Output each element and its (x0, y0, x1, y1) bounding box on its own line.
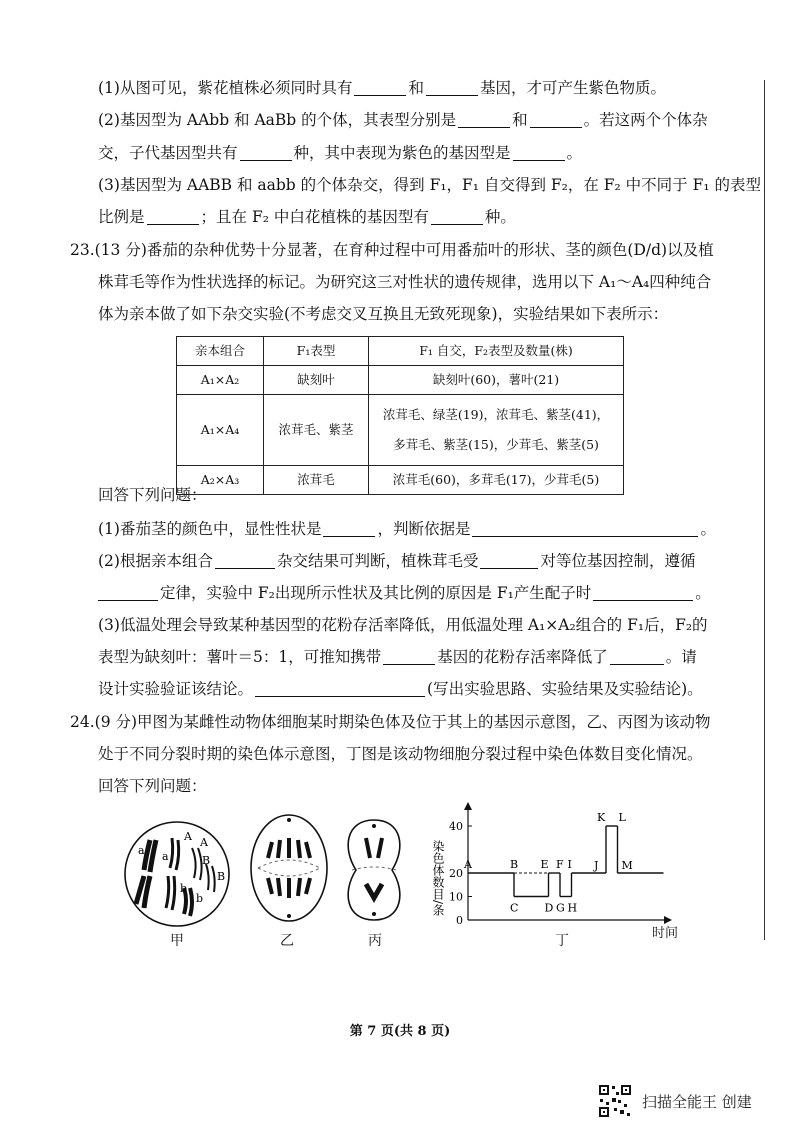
q23-line-3: 体为亲本做了如下杂交实验(不考虑交叉互换且无致死现象)，实验结果如下表所示： (98, 305, 669, 323)
f2-line: 浓茸毛(60)，多茸毛(17)，少茸毛(5) (392, 472, 600, 487)
point-label-M: M (621, 859, 633, 872)
cross-results-table (176, 336, 624, 495)
spindle (352, 867, 396, 870)
text: 。请 (665, 648, 697, 666)
text: 交，子代基因型共有 (98, 144, 238, 162)
point-label-C: C (510, 901, 519, 915)
scanner-watermark: 扫描全能王 创建 (642, 1093, 752, 1111)
cell-cross: A₂×A₃ (177, 466, 264, 495)
point-label-A: A (464, 858, 472, 871)
table-row (177, 395, 624, 466)
q22-line-5 (98, 207, 516, 227)
chromosomes-lower (268, 878, 310, 898)
centrosome (372, 824, 376, 828)
qr-code-icon (598, 1084, 632, 1118)
answer-blank[interactable] (530, 111, 582, 128)
point-label-B: B (510, 858, 519, 871)
answer-blank[interactable] (354, 79, 406, 96)
f2-line: 缺刻叶(60)，薯叶(21) (432, 372, 560, 387)
q23-a1 (98, 519, 716, 539)
q23-a5 (98, 647, 697, 667)
chromosome (166, 876, 175, 910)
table-row (177, 366, 624, 395)
text: 杂交结果可判断，植株茸毛受 (276, 552, 479, 570)
cell-cross: A₁×A₂ (177, 366, 264, 395)
chromosome (206, 864, 215, 892)
answer-blank[interactable] (431, 208, 483, 225)
q22-line-2 (98, 110, 708, 130)
q22-line-1 (98, 78, 666, 98)
text: 基因，才可产生紫色物质。 (479, 79, 666, 97)
point-label-D: D (544, 901, 554, 915)
page-number: 第 7 页(共 8 页) (349, 1024, 451, 1039)
answer-blank[interactable] (610, 648, 664, 665)
cell-f1: 浓茸毛、紫茎 (264, 395, 369, 466)
cell-membrane (251, 815, 327, 921)
answer-blank[interactable] (480, 552, 538, 569)
text: ；且在 F₂ 中白花植株的基因型有 (200, 208, 429, 226)
cell-f2 (369, 466, 624, 495)
text: 和 (512, 111, 528, 129)
answer-blank[interactable] (98, 584, 158, 601)
point-label-J: J (594, 859, 599, 872)
caption-yi: 乙 (280, 933, 294, 949)
q23-a3 (98, 583, 711, 603)
cell-cross: A₁×A₄ (177, 395, 264, 466)
figure-jia-cell (122, 818, 232, 928)
chromosome (192, 848, 202, 880)
q23-answer-prompt: 回答下列问题： (98, 486, 207, 504)
table-header: F₁表型 (264, 337, 369, 366)
x-axis-label: 时间 (652, 926, 679, 941)
y-tick-label: 0 (456, 914, 463, 927)
caption-bing: 丙 (368, 933, 382, 949)
q24-line-1: 24.(9 分)甲图为某雌性动物体细胞某时期染色体及位于其上的基因示意图，乙、丙图为该动物 (70, 713, 711, 731)
q23-line-1: 23.(13 分)番茄的杂种优势十分显著，在育种过程中可用番茄叶的形状、茎的颜色(D/d)以及植 (70, 241, 714, 259)
text: 种。 (484, 208, 516, 226)
y-axis-label: 染色体数目/条 (431, 840, 445, 917)
gene-label: b (180, 882, 188, 895)
chromosome (136, 876, 150, 908)
gene-label: B (202, 854, 211, 867)
q23-a6 (98, 679, 703, 699)
gene-label: a (138, 844, 145, 857)
text: ，判断依据是 (377, 520, 471, 538)
answer-blank[interactable] (323, 520, 375, 537)
f2-line: 浓茸毛、绿茎(19)，浓茸毛、紫茎(41)， (382, 407, 610, 422)
text: 和 (408, 79, 424, 97)
chromosome (170, 838, 179, 870)
text: 定律，实验中 F₂出现所示性状及其比例的原因是 F₁产生配子时 (160, 584, 592, 602)
y-tick-label: 40 (449, 820, 463, 833)
text: 。 (695, 584, 711, 602)
answer-blank[interactable] (458, 111, 510, 128)
q23-a4: (3)低温处理会导致某种基因型的花粉存活率降低，用低温处理 A₁×A₂组合的 F₁后，F₂的 (98, 616, 708, 634)
point-label-G: G (556, 901, 565, 915)
point-label-F: F (556, 858, 564, 871)
table-header: 亲本组合 (177, 337, 264, 366)
answer-blank[interactable] (513, 144, 565, 161)
q22-line-4: (3)基因型为 AABB 和 aabb 的个体杂交，得到 F₁，F₁ 自交得到 F₂，在 F₂ 中不同于 F₁ 的表型 (98, 176, 761, 194)
margin-line (764, 80, 765, 940)
table-row (177, 466, 624, 495)
q23-line-2: 株茸毛等作为性状选择的标记。为研究这三对性状的遗传规律，选用以下 A₁～A₄四种纯合 (98, 273, 712, 291)
chromosomes-lower (366, 884, 382, 898)
gene-label: A (184, 830, 192, 843)
table-header-row (177, 337, 624, 366)
text: 基因的花粉存活率降低了 (437, 648, 608, 666)
point-label-H: H (567, 901, 578, 915)
figure-bing-cell (342, 818, 406, 922)
q24-answer-prompt: 回答下列问题： (98, 777, 207, 795)
caption-jia: 甲 (170, 933, 184, 949)
spindle (258, 860, 320, 868)
text: (1)从图可见，紫花植株必须同时具有 (98, 79, 353, 97)
gene-label: A (200, 836, 208, 849)
text: 设计实验验证该结论。 (98, 680, 254, 698)
text: (写出实验思路、实验结果及实验结论)。 (427, 680, 703, 698)
f2-line: 多茸毛、紫茎(15)，少茸毛、紫茎(5) (393, 437, 599, 452)
centrosome (287, 818, 291, 822)
chromosomes-upper (366, 838, 382, 858)
cell-f1: 缺刻叶 (264, 366, 369, 395)
text: 。 (700, 520, 716, 538)
point-label-E: E (540, 858, 549, 871)
y-tick-label: 20 (449, 867, 463, 880)
text: (2)根据亲本组合 (98, 552, 213, 570)
gene-label: b (196, 892, 204, 905)
answer-blank[interactable] (240, 144, 292, 161)
spindle (258, 868, 320, 876)
text: 表型为缺刻叶：薯叶＝5：1，可推知携带 (98, 648, 382, 666)
point-label-L: L (618, 811, 626, 824)
gene-label: a (162, 850, 169, 863)
q23-a2 (98, 551, 696, 571)
text: 比例是 (98, 208, 145, 226)
answer-blank[interactable] (215, 552, 275, 569)
figure-ding-chart (428, 800, 690, 930)
chromosomes-upper (268, 838, 310, 858)
answer-blank[interactable] (255, 680, 425, 697)
cell-f2 (369, 366, 624, 395)
centrosome (287, 914, 291, 918)
table-header: F₁ 自交，F₂表型及数量(株) (369, 337, 624, 366)
q24-line-2: 处于不同分裂时期的染色体示意图，丁图是该动物细胞分裂过程中染色体数目变化情况。 (98, 745, 703, 763)
centrosome (372, 912, 376, 916)
chart-marks (468, 826, 664, 897)
point-label-K: K (597, 811, 606, 824)
answer-blank[interactable] (426, 79, 478, 96)
text: (2)基因型为 AAbb 和 AaBb 的个体，其表型分别是 (98, 111, 457, 129)
text: 。 (566, 144, 583, 162)
cell-f2 (369, 395, 624, 466)
text: 。若这两个个体杂 (583, 111, 708, 129)
cell-f1: 浓茸毛 (264, 466, 369, 495)
answer-blank[interactable] (147, 208, 199, 225)
gene-label: B (217, 870, 226, 883)
figure-yi-cell (248, 812, 330, 924)
chromosome (144, 840, 156, 872)
text: 对等位基因控制，遵循 (540, 552, 696, 570)
cell-membrane (348, 820, 400, 920)
answer-blank[interactable] (383, 648, 435, 665)
answer-blank[interactable] (472, 520, 698, 537)
point-label-I: I (567, 858, 572, 871)
y-axis-arrow (464, 802, 472, 810)
q22-line-3 (98, 143, 582, 163)
text: 种，其中表现为紫色的基因型是 (293, 144, 511, 162)
text: (1)番茄茎的颜色中，显性性状是 (98, 520, 322, 538)
y-tick-label: 10 (449, 890, 463, 904)
caption-ding: 丁 (555, 933, 569, 949)
answer-blank[interactable] (593, 584, 693, 601)
